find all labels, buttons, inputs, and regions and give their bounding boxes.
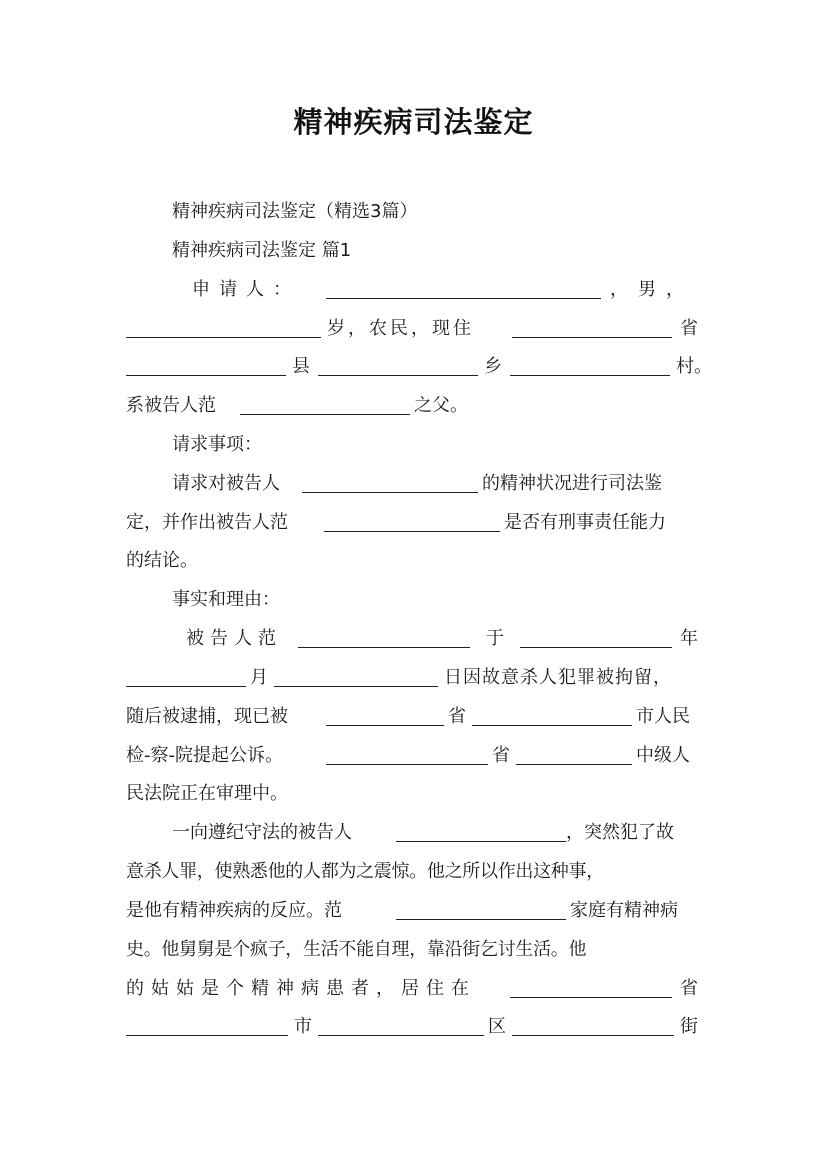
facts-arrest: 随后被逮捕，现已被 xyxy=(126,706,288,727)
facts-court: 民法院正在审理中。 xyxy=(126,783,288,804)
province-label: 省 xyxy=(680,318,698,339)
para2-street: 街 xyxy=(680,1016,698,1037)
para2-district-blank xyxy=(318,1017,484,1036)
para2-street-blank xyxy=(512,1017,674,1036)
age-blank xyxy=(126,319,321,338)
para2-line4: 史。他舅舅是个疯子，生活不能自理，靠沿街乞讨生活。他 xyxy=(126,939,587,960)
para2-district: 区 xyxy=(488,1016,506,1037)
facts-intermediate: 中级人 xyxy=(636,745,690,766)
facts-province: 省 xyxy=(448,706,466,727)
relation-prefix: 系被告人范 xyxy=(126,395,216,416)
para2-line3-suffix: 家庭有精神病 xyxy=(570,900,678,921)
para2-line1-suffix: ，突然犯了故 xyxy=(566,822,674,843)
request-defendant-blank xyxy=(302,474,478,493)
applicant-label: 申请人： xyxy=(192,279,300,300)
applicant-gender: ，男， xyxy=(610,279,694,300)
facts-city-procuratorate: 市人民 xyxy=(636,706,690,727)
facts-day-text: 日因故意杀人犯罪被拘留， xyxy=(444,667,672,688)
request-line2-suffix: 是否有刑事责任能力 xyxy=(504,512,666,533)
para2-defendant-blank xyxy=(396,823,566,842)
facts-defendant: 被告人范 xyxy=(186,628,282,649)
request-prefix: 请求对被告人 xyxy=(172,473,280,494)
facts-year: 年 xyxy=(680,628,698,649)
applicant-age-suffix: 岁，农民，现住 xyxy=(327,318,474,339)
request-line3: 的结论。 xyxy=(126,550,198,571)
county-label: 县 xyxy=(292,356,310,377)
request-heading: 请求事项： xyxy=(172,434,262,455)
para2-city: 市 xyxy=(294,1016,312,1037)
facts-procuratorate: 检-察-院提起公诉。 xyxy=(126,745,283,766)
facts-intermediate-blank xyxy=(516,746,632,765)
village-label: 村。 xyxy=(676,356,712,377)
facts-defendant-blank xyxy=(298,629,470,648)
section-heading: 精神疾病司法鉴定 篇1 xyxy=(172,240,352,261)
request-line2-prefix: 定，并作出被告人范 xyxy=(126,512,288,533)
para2-line2: 意杀人罪，使熟悉他的人都为之震惊。他之所以作出这种事， xyxy=(126,861,604,882)
subtitle: 精神疾病司法鉴定（精选3篇） xyxy=(172,201,418,222)
village-blank xyxy=(510,357,670,376)
para2-line3-prefix: 是他有精神疾病的反应。范 xyxy=(126,900,342,921)
para2-city-blank xyxy=(126,1017,288,1036)
province-blank xyxy=(512,319,672,338)
applicant-name-blank xyxy=(326,280,601,299)
facts-on: 于 xyxy=(486,628,504,649)
facts-month-blank xyxy=(126,668,246,687)
para2-province-blank xyxy=(510,979,672,998)
facts-city-blank xyxy=(472,707,632,726)
request-suffix: 的精神状况进行司法鉴 xyxy=(482,473,662,494)
facts-province2: 省 xyxy=(492,745,510,766)
facts-date-blank xyxy=(520,629,672,648)
para2-line1-prefix: 一向遵纪守法的被告人 xyxy=(172,822,352,843)
request-defendant-blank-2 xyxy=(324,513,500,532)
facts-heading: 事实和理由： xyxy=(172,589,280,610)
facts-month: 月 xyxy=(250,667,268,688)
facts-province2-blank xyxy=(326,746,488,765)
para2-line5-prefix: 的姑姑是个精神病患者，居住在 xyxy=(126,978,476,999)
document-title: 精神疾病司法鉴定 xyxy=(293,105,534,139)
para2-family-blank xyxy=(396,901,566,920)
relation-blank xyxy=(240,396,410,415)
relation-suffix: 之父。 xyxy=(414,395,468,416)
facts-day-blank xyxy=(274,668,438,687)
facts-province-blank xyxy=(326,707,444,726)
township-label: 乡 xyxy=(484,356,502,377)
para2-line5-suffix: 省 xyxy=(680,978,698,999)
township-blank xyxy=(318,357,478,376)
county-blank xyxy=(126,357,286,376)
